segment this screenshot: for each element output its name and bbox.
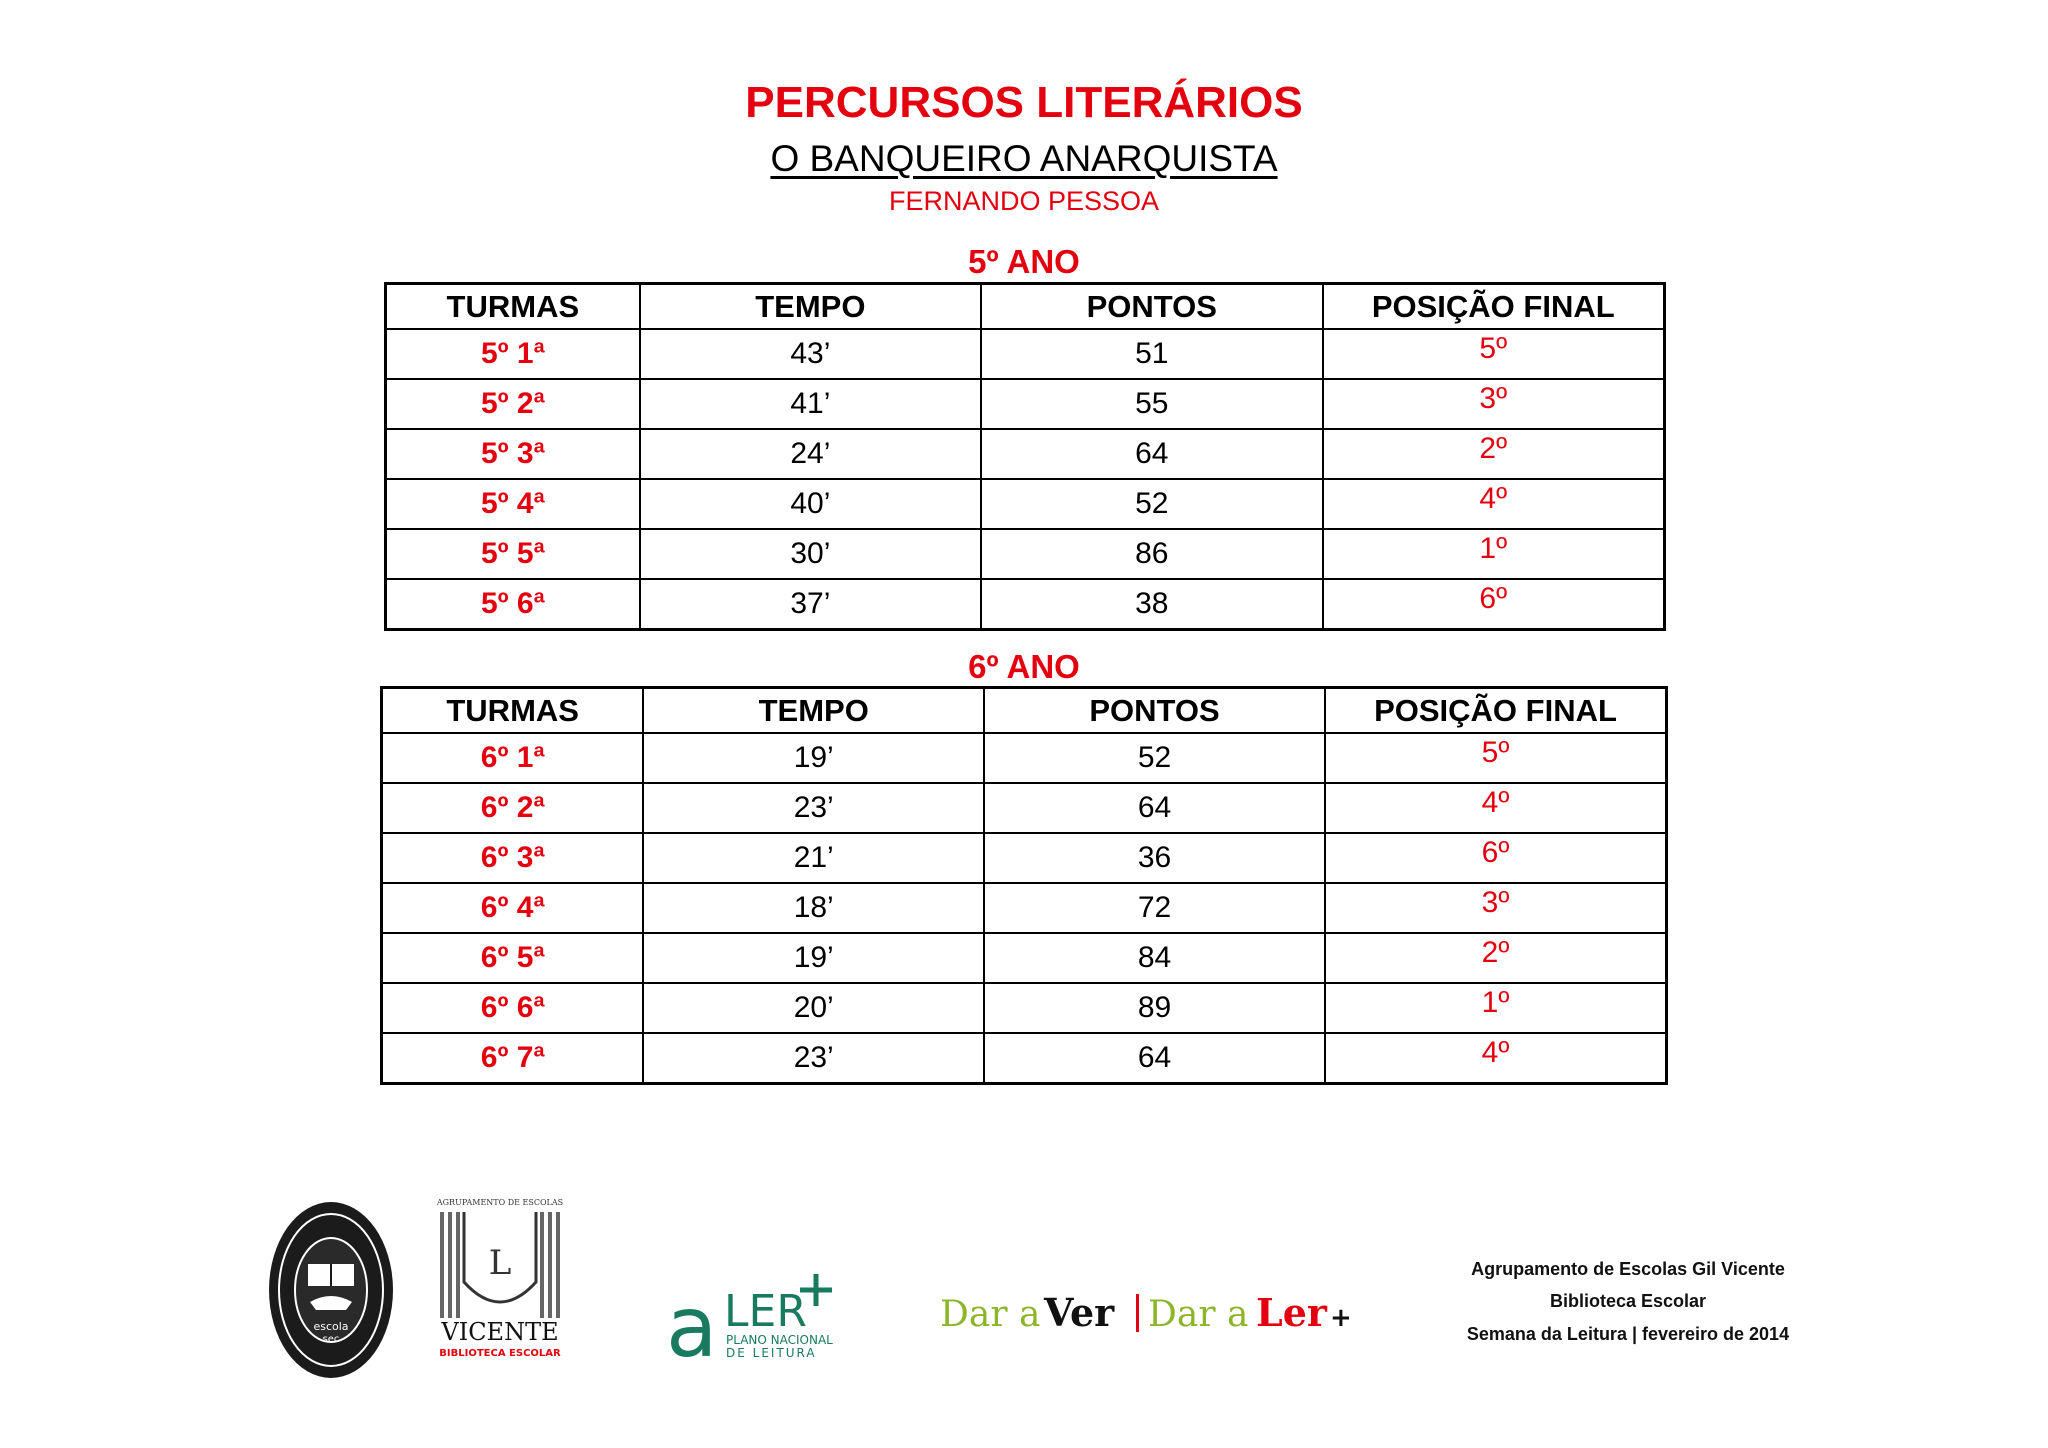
table-row	[382, 1033, 1667, 1084]
posicao-final-cell: 2º	[1325, 933, 1667, 983]
tempo-cell: 23’	[643, 783, 984, 833]
turma-cell: 5º 2ª	[386, 379, 640, 429]
svg-text:sec: sec	[322, 1334, 340, 1345]
pontos-cell: 38	[981, 579, 1322, 630]
tempo-cell: 40’	[640, 479, 981, 529]
table-row	[382, 783, 1667, 833]
svg-text:Ler: Ler	[1256, 1290, 1327, 1335]
turma-cell: 5º 6ª	[386, 579, 640, 630]
gil-vicente-logo	[436, 1196, 564, 1364]
table-row	[386, 429, 1665, 479]
posicao-final-cell: 5º	[1323, 329, 1665, 379]
table-row	[382, 983, 1667, 1033]
column-header-pontos: PONTOS	[981, 284, 1322, 330]
pontos-cell: 64	[984, 783, 1325, 833]
column-header-pontos: PONTOS	[984, 688, 1325, 734]
section-heading-5-ano: 5º ANO	[968, 243, 1080, 280]
svg-text:+: +	[1330, 1303, 1352, 1333]
svg-text:Ver: Ver	[1044, 1290, 1115, 1335]
tempo-cell: 20’	[643, 983, 984, 1033]
tempo-cell: 37’	[640, 579, 981, 630]
turma-cell: 6º 7ª	[382, 1033, 644, 1084]
school-seal-icon	[266, 1198, 396, 1382]
posicao-final-cell: 4º	[1325, 783, 1667, 833]
tempo-cell: 23’	[643, 1033, 984, 1084]
turma-cell: 5º 4ª	[386, 479, 640, 529]
posicao-final-cell: 4º	[1323, 479, 1665, 529]
posicao-final-cell: 6º	[1323, 579, 1665, 630]
table-header-row	[382, 688, 1667, 734]
svg-text:PLANO NACIONAL: PLANO NACIONAL	[726, 1333, 833, 1347]
page-subtitle: O BANQUEIRO ANARQUISTA	[770, 138, 1278, 179]
section-heading-6-ano: 6º ANO	[968, 648, 1080, 685]
turma-cell: 5º 3ª	[386, 429, 640, 479]
svg-text:Dar a: Dar a	[940, 1294, 1041, 1335]
table-row	[382, 833, 1667, 883]
pontos-cell: 64	[984, 1033, 1325, 1084]
svg-text:DE LEITURA: DE LEITURA	[726, 1346, 817, 1360]
pontos-cell: 52	[984, 733, 1325, 783]
svg-text:LER: LER	[724, 1286, 807, 1337]
pontos-cell: 72	[984, 883, 1325, 933]
tempo-cell: 18’	[643, 883, 984, 933]
svg-text:AGRUPAMENTO DE ESCOLAS: AGRUPAMENTO DE ESCOLAS	[436, 1198, 564, 1207]
svg-text:VICENTE: VICENTE	[441, 1318, 559, 1346]
pontos-cell: 86	[981, 529, 1322, 579]
table-row	[386, 579, 1665, 630]
results-table-6-ano	[380, 686, 1668, 1085]
svg-text:Dar a: Dar a	[1148, 1294, 1249, 1335]
table-row	[386, 479, 1665, 529]
posicao-final-cell: 2º	[1323, 429, 1665, 479]
column-header-posicao-final: POSIÇÃO FINAL	[1323, 284, 1665, 330]
posicao-final-cell: 6º	[1325, 833, 1667, 883]
posicao-final-cell: 3º	[1323, 379, 1665, 429]
tempo-cell: 30’	[640, 529, 981, 579]
tempo-cell: 21’	[643, 833, 984, 883]
turma-cell: 5º 1ª	[386, 329, 640, 379]
svg-text:L: L	[488, 1243, 512, 1283]
posicao-final-cell: 4º	[1325, 1033, 1667, 1084]
column-header-turmas: TURMAS	[382, 688, 644, 734]
footer-school-name: Agrupamento de Escolas Gil Vicente	[1471, 1259, 1785, 1279]
column-header-tempo: TEMPO	[640, 284, 981, 330]
dar-a-ver-dar-a-ler-logo	[940, 1288, 1360, 1336]
svg-text:escola: escola	[313, 1320, 349, 1333]
pontos-cell: 55	[981, 379, 1322, 429]
turma-cell: 5º 5ª	[386, 529, 640, 579]
tempo-cell: 19’	[643, 733, 984, 783]
tempo-cell: 19’	[643, 933, 984, 983]
tempo-cell: 43’	[640, 329, 981, 379]
tempo-cell: 24’	[640, 429, 981, 479]
svg-text:a: a	[666, 1278, 718, 1362]
page-title: PERCURSOS LITERÁRIOS	[745, 78, 1303, 127]
tempo-cell: 41’	[640, 379, 981, 429]
turma-cell: 6º 1ª	[382, 733, 644, 783]
column-header-posicao-final: POSIÇÃO FINAL	[1325, 688, 1667, 734]
footer-library: Biblioteca Escolar	[1549, 1291, 1707, 1311]
turma-cell: 6º 4ª	[382, 883, 644, 933]
svg-text:BIBLIOTECA ESCOLAR: BIBLIOTECA ESCOLAR	[439, 1348, 561, 1359]
posicao-final-cell: 1º	[1323, 529, 1665, 579]
table-row	[382, 733, 1667, 783]
table-row	[386, 329, 1665, 379]
posicao-final-cell: 3º	[1325, 883, 1667, 933]
turma-cell: 6º 3ª	[382, 833, 644, 883]
pontos-cell: 36	[984, 833, 1325, 883]
results-table-5-ano	[384, 282, 1666, 631]
pontos-cell: 64	[981, 429, 1322, 479]
posicao-final-cell: 5º	[1325, 733, 1667, 783]
turma-cell: 6º 2ª	[382, 783, 644, 833]
pontos-cell: 52	[981, 479, 1322, 529]
turma-cell: 6º 5ª	[382, 933, 644, 983]
aler-logo	[666, 1268, 860, 1362]
author-name: FERNANDO PESSOA	[888, 186, 1160, 216]
table-row	[382, 883, 1667, 933]
pontos-cell: 84	[984, 933, 1325, 983]
table-row	[382, 933, 1667, 983]
posicao-final-cell: 1º	[1325, 983, 1667, 1033]
table-row	[386, 379, 1665, 429]
pontos-cell: 89	[984, 983, 1325, 1033]
turma-cell: 6º 6ª	[382, 983, 644, 1033]
column-header-turmas: TURMAS	[386, 284, 640, 330]
table-header-row	[386, 284, 1665, 330]
column-header-tempo: TEMPO	[643, 688, 984, 734]
footer-event-date: Semana da Leitura | fevereiro de 2014	[1466, 1324, 1790, 1344]
table-row	[386, 529, 1665, 579]
pontos-cell: 51	[981, 329, 1322, 379]
